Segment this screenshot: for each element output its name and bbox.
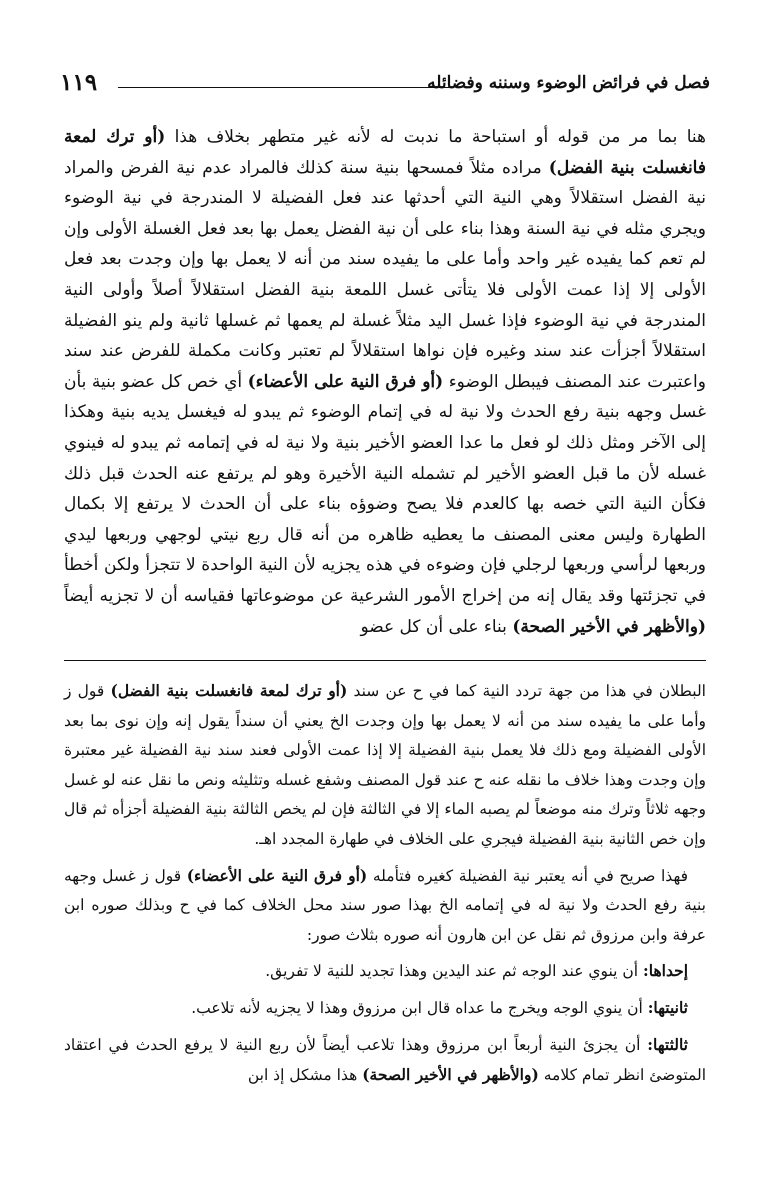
text-run: أن ينوي الوجه ويخرج ما عداه قال ابن مرزوق وهذا لا يجزيه لأنه تلاعب. (191, 998, 648, 1017)
text-run: هذا مشكل إذ ابن (247, 1066, 363, 1085)
text-run: قول ز غسل وجهه بنية رفع الحدث ولا نية له في إتمامه الخ بهذا صور سند محل الخلاف كما في ح وبذلك صوره ابن عرفة وابن مرزوق ثم نقل عن ابن هارون أنه صوره بثلاث صور: (64, 866, 707, 944)
matn-quote: (أو فرق النية على الأعضاء) (247, 371, 444, 392)
text-run: بناء على أن كل عضو (360, 616, 513, 637)
item-label: ثانيتها: (647, 997, 688, 1017)
text-run: أي خص كل عضو بنية بأن غسل وجهه بنية رفع الحدث ولا نية له في إتمام الوضوء ثم يبدو له فيغسل يديه بنية وهكذا إلى الآخر ومثل ذلك لو فعل ما عدا العضو الأخير بنية ولا نية له في إتمامه ثم يبدو له فينوي غسله لأن ما قبل العضو الأخير لم تشمله النية الأخيرة وهو لم يرتفع عنه الحدث قبل ذلك فكأن النية التي خصه بها كالعدم فلا يصح وضوؤه بناء على أن الحدث لا يرتفع إلا بكمال الطهارة وليس معنى المصنف ما يعطيه ظاهره من أنه قال ربع نيتي لوجهي وربعها ليدي وربعها لرأسي وربعها لرجلي فإن وضوءه في هذه يجزيه لأن النية الواحدة لا تتجزأ ولكن أخطأ في تجزئتها وقد يقال إنه من إخراج الأمور الشرعية عن موضوعاتها فقياسه أن لا تجزيه أيضاً (64, 371, 706, 606)
footnote-paragraph (64, 676, 706, 855)
matn-quote: (أو ترك لمعة فانغسلت بنية الفضل) (64, 127, 706, 178)
text-run: هنا بما مر من قوله أو استباحة ما ندبت له لأنه غير متطهر بخلاف هذا (165, 127, 706, 147)
text-run: أن يجزئ النية أربعاً ابن مرزوق وهذا تلاعب أيضاً لأن ربع النية لا يرفع الحدث في اعتقاد المتوضئ انظر تمام كلامه (64, 1035, 706, 1085)
running-head: فصل في فرائض الوضوء وسننه وفضائله (427, 73, 710, 93)
footnote-paragraph (64, 861, 706, 951)
text-run: فهذا صريح في أنه يعتبر نية الفضيلة كغيره فتأمله (367, 866, 688, 885)
text-run: البطلان في هذا من جهة تردد النية كما في ح عن سند (347, 682, 706, 700)
matn-quote: (أو ترك لمعة فانغسلت بنية الفضل) (110, 681, 348, 700)
matn-quote: (والأظهر في الأخير الصحة) (362, 1065, 539, 1085)
matn-quote: (والأظهر في الأخير الصحة) (512, 616, 706, 637)
header-rule (118, 87, 450, 88)
matn-quote: (أو فرق النية على الأعضاء) (186, 865, 368, 885)
item-label: إحداها: (643, 961, 688, 981)
page-header (60, 68, 710, 102)
main-text (64, 122, 706, 642)
page-number: ١١٩ (60, 69, 98, 96)
text-run: أن ينوي عند الوجه ثم عند اليدين وهذا تجديد للنية لا تفريق. (265, 962, 644, 981)
text-run: قول ز وأما على ما يفيده سند من أنه لا يعمل بها وإن وجدت الخ يعني أن سنداً يقول إنه وإن نوى بما بعد الأولى الفضيلة ومع ذلك فلا يعمل بنية الفضيلة إلا إذا عمت الأولى فعند سند نية الفضيلة غير معتبرة وإن وجدت وهذا خلاف ما نقله عنه ح عند قول المصنف وشفع غسله وتثليثه ونص ما نقل عنه لو غسل وجهه ثلاثاً وترك منه موضعاً لم يصبه الماء إلا في الثالثة فإن لم يخص الثالثة بنية الفضيلة أجزأه ثم قال وإن خص الثانية بنية الفضيلة فيجري على الخلاف في طهارة المجدد اهـ. (64, 682, 706, 848)
footnote-list-item (64, 1030, 706, 1091)
main-paragraph (64, 122, 706, 642)
footnote-list-item (64, 993, 706, 1024)
item-label: ثالثتها: (647, 1034, 688, 1054)
footnote-list-item (64, 956, 706, 987)
footnote-separator (64, 660, 706, 661)
footnotes (64, 676, 706, 1097)
text-run: مراده مثلاً فمسحها بنية سنة كذلك فالمراد عدم نية الفرض والمراد نية الفضل استقلالاً وهي النية التي أحدثها عند فعل الفضيلة لا المندرجة في نية الوضوء ويجري مثله في نية السنة وهذا بناء على أن نية الفضل يعمل بها بعد فعل الغسلة الأولى وإن لم تعم كما يفيده غير واحد وأما على ما يفيده سند من أنه لا يعمل بها وإن وجدت بعد فعل الأولى إلا إذا عمت الأولى فلا يتأتى غسل اللمعة بنية الفضل استقلالاً أصلاً وأولى النية المندرجة في نية الوضوء فإذا غسل اليد مثلاً غسلة لم يعمها ثم غسلها ثانية ولم ينو الفضيلة استقلالاً أجزأت عند سند وغيره فإن نواها استقلالاً لم تعتبر وكانت مكملة للفرض عند سند واعتبرت عند المصنف فيبطل الوضوء (64, 157, 706, 392)
